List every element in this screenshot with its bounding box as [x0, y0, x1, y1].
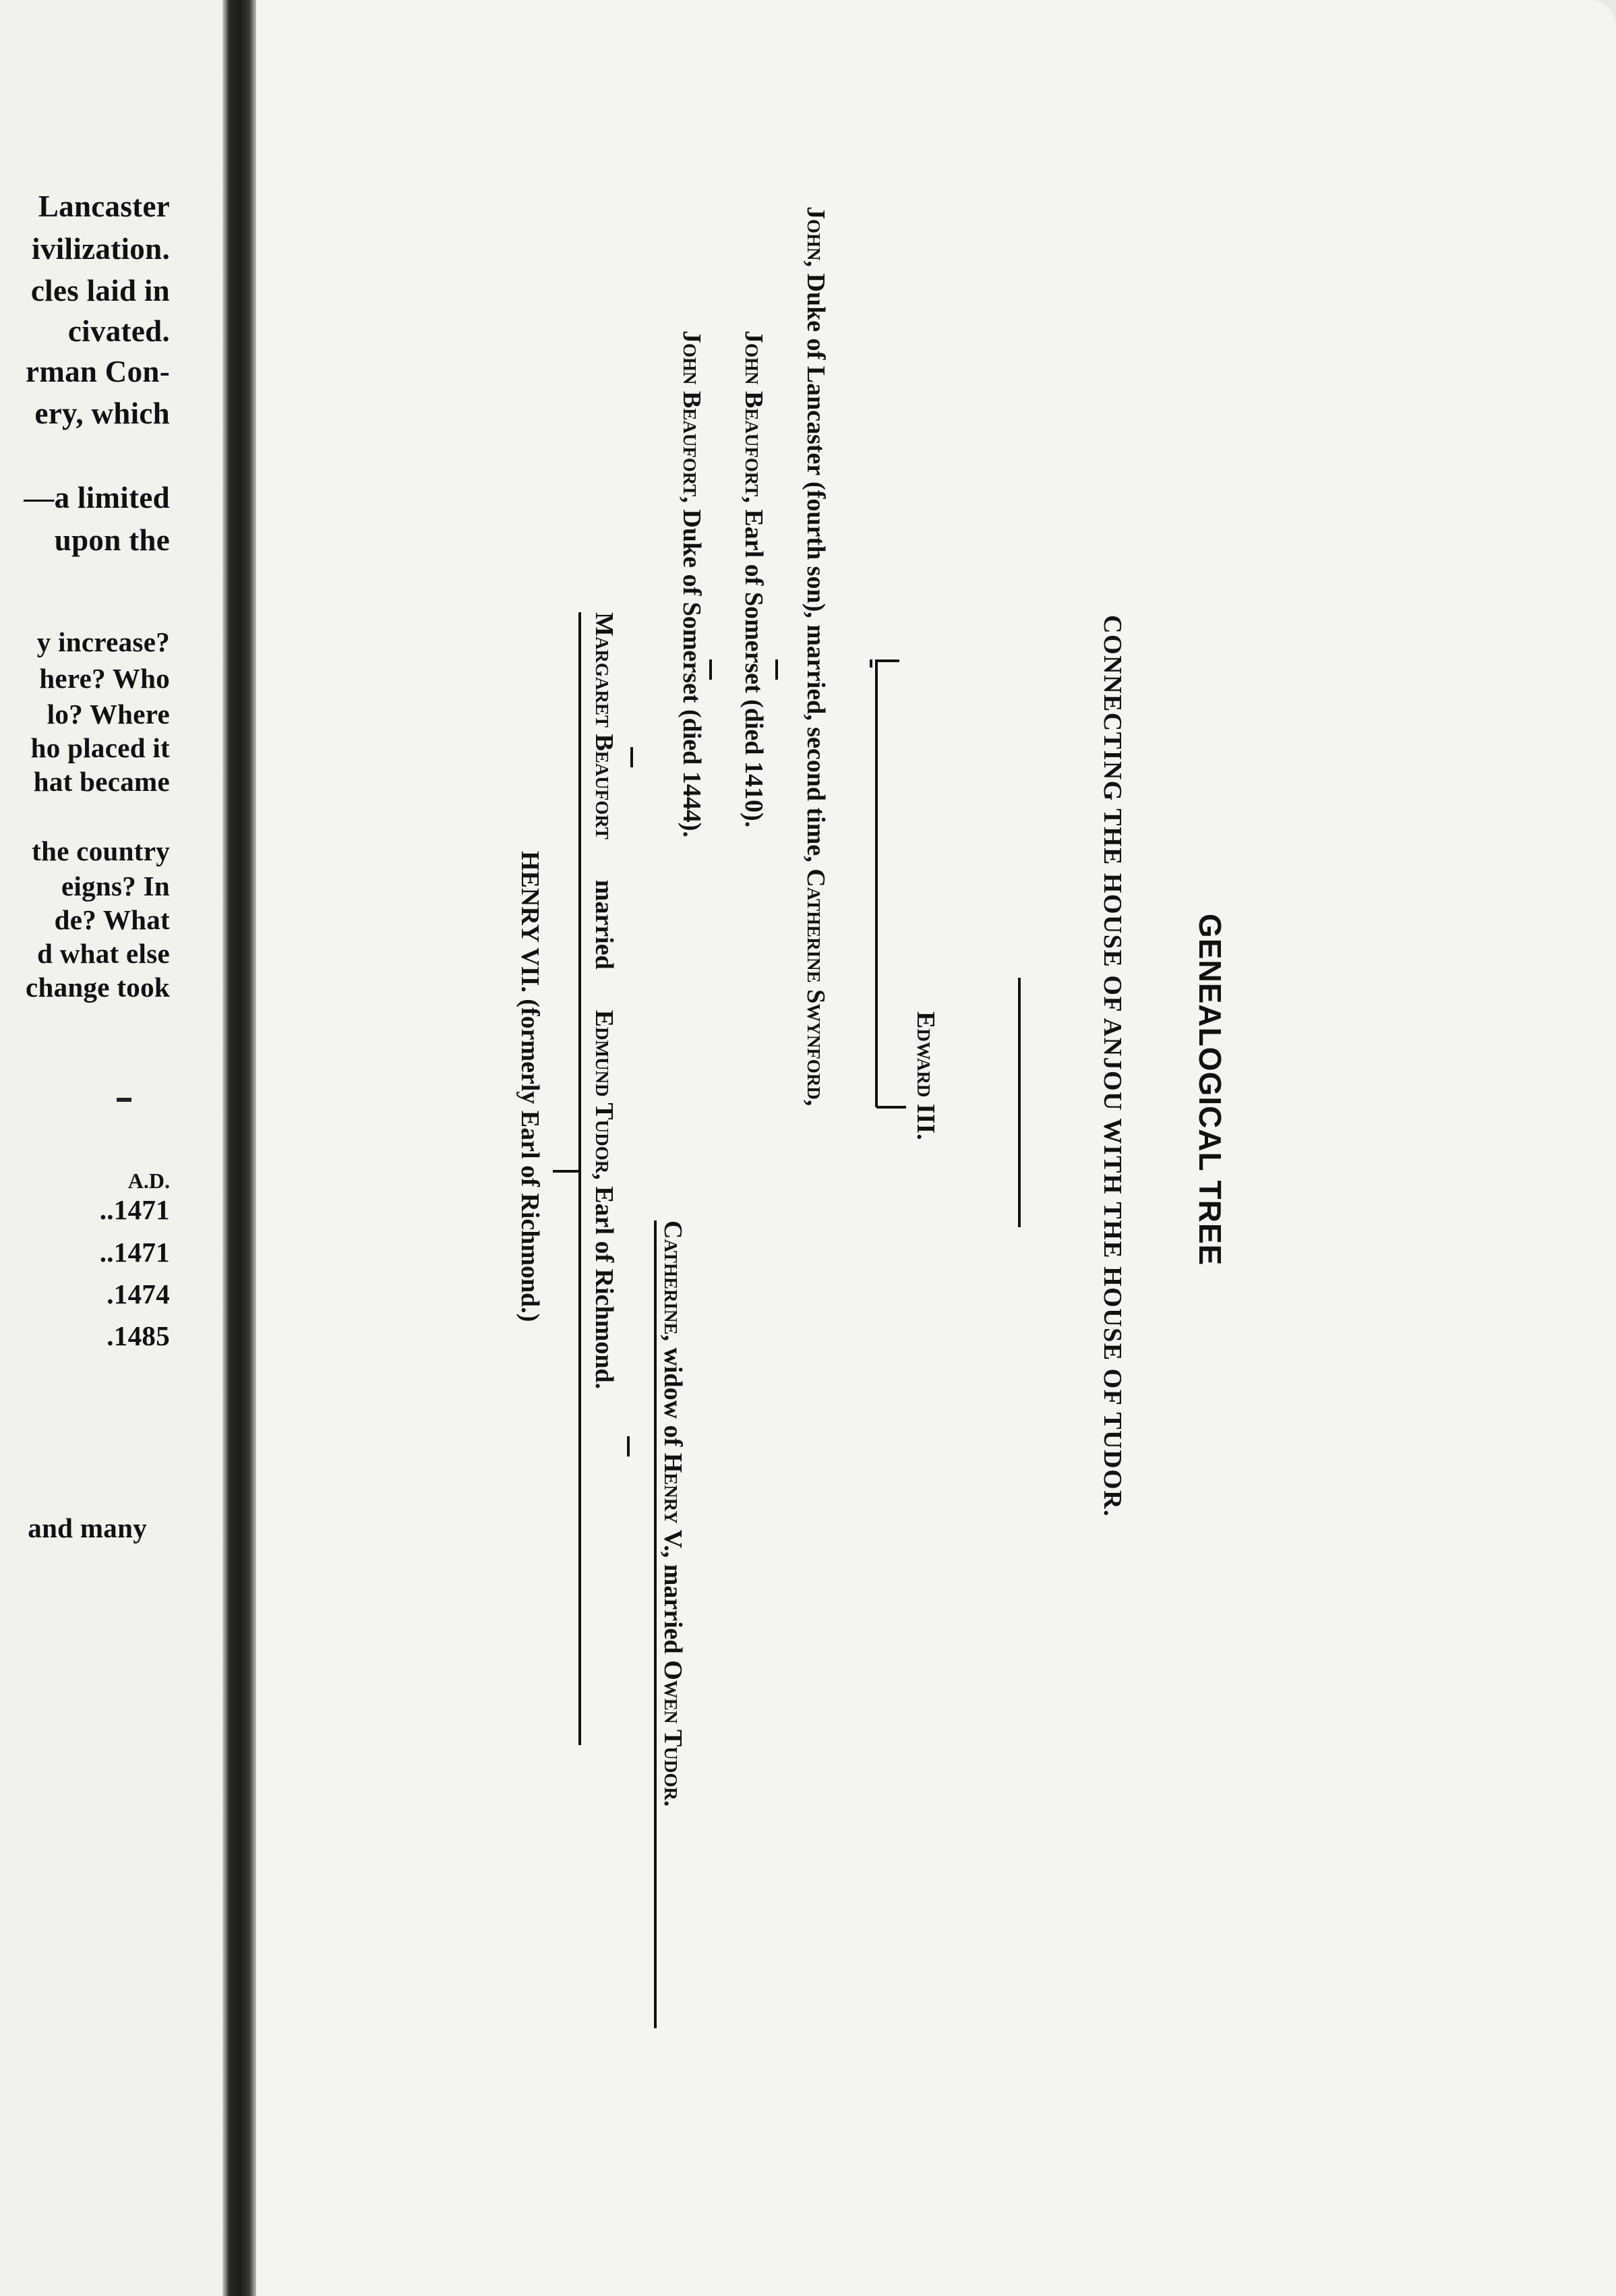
left-line: hat became [33, 766, 170, 797]
left-line: y increase? [36, 626, 170, 657]
left-line: d what else [37, 938, 170, 969]
year: .1485 [107, 1320, 170, 1351]
marriage-line [578, 612, 581, 1745]
henry-vii: HENRY VII. (formerly Earl of Richmond.) [516, 851, 544, 1322]
bracket-tick [876, 1106, 906, 1109]
left-line: the country [32, 835, 170, 866]
left-line: eigns? In [61, 871, 170, 902]
connector-tick [709, 659, 712, 680]
left-line: ivilization. [32, 232, 170, 266]
left-line: rman Con- [26, 355, 170, 388]
left-line: cles laid in [30, 274, 170, 307]
edward-iii: Edward III. [911, 1011, 940, 1140]
connector-line [1018, 978, 1021, 1227]
book-gutter [222, 0, 256, 2296]
bracket-tick [870, 659, 872, 668]
bracket-tick [875, 659, 899, 662]
connector-tick [775, 659, 778, 680]
left-line: change took [25, 972, 170, 1003]
left-line: de? What [54, 904, 170, 935]
marriage-line [654, 1220, 657, 2028]
tree-subtitle: CONNECTING THE HOUSE OF ANJOU WITH THE HOUSE OF TUDOR. [1098, 615, 1127, 1518]
left-page-fragment [0, 0, 222, 2296]
left-line: ery, which [34, 396, 170, 430]
left-line: upon the [54, 523, 170, 557]
right-page [256, 0, 1616, 2296]
bracket-line [875, 659, 878, 1107]
left-line: civated. [67, 314, 170, 348]
ad-heading: A.D. [127, 1169, 170, 1193]
john-beaufort-duke-of-somerset: John Beaufort, Duke of Somerset (died 1444). [678, 330, 706, 837]
catherine-widow-of-henry-v: Catherine, widow of Henry V., married Owen Tudor. [659, 1220, 687, 1807]
left-line: ho placed it [30, 732, 170, 763]
john-duke-of-lancaster: John, Duke of Lancaster (fourth son), married, second time, Catherine Swynford, [802, 206, 830, 1107]
tree-title: GENEALOGICAL TREE [1193, 914, 1228, 1266]
margaret-beaufort-married-edmund-tudor: Margaret BeaufortmarriedEdmund Tudor, Earl of Richmond. [590, 612, 618, 1390]
john-beaufort-earl-of-somerset: John Beaufort, Earl of Somerset (died 1410). [740, 330, 768, 828]
left-line: Lancaster [38, 189, 170, 223]
left-line: lo? Where [47, 699, 170, 730]
year: .1474 [107, 1278, 170, 1309]
left-line: and many [28, 1512, 147, 1543]
year: ..1471 [99, 1194, 170, 1225]
connector-tick [553, 1170, 580, 1173]
year: ..1471 [99, 1237, 170, 1268]
connector-tick [630, 747, 633, 767]
dash-mark [117, 1098, 131, 1102]
left-line: here? Who [39, 663, 170, 694]
left-line: —a limited [24, 481, 170, 514]
connector-tick [627, 1436, 630, 1456]
